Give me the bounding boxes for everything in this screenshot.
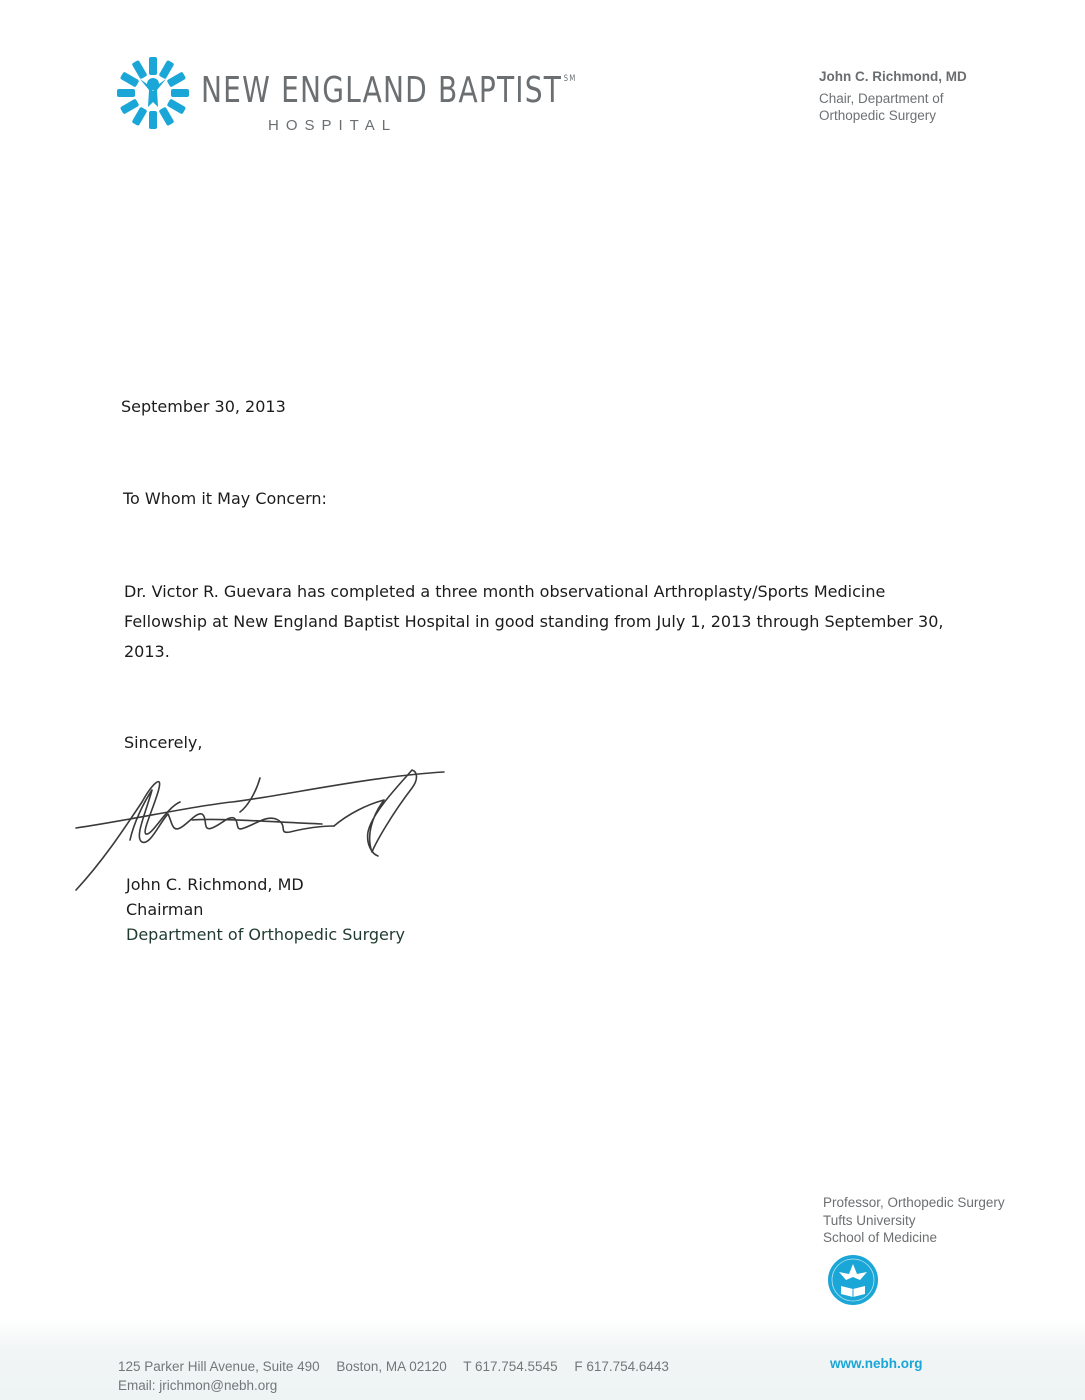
hospital-name: NEW ENGLAND BAPTIST ℠	[201, 70, 577, 111]
signer-name: John C. Richmond, MD	[126, 875, 304, 894]
affiliation-block	[823, 1194, 1005, 1247]
hospital-subtitle: HOSPITAL	[268, 117, 398, 134]
signer-department: Department of Orthopedic Surgery	[126, 925, 405, 944]
tufts-seal-icon	[827, 1254, 879, 1306]
sender-name: John C. Richmond, MD	[819, 69, 967, 84]
footer-fax: F 617.754.6443	[574, 1359, 669, 1374]
affiliation-line-3: School of Medicine	[823, 1230, 938, 1245]
sender-title-line-2: Orthopedic Surgery	[819, 108, 937, 123]
letter-date: September 30, 2013	[121, 397, 286, 416]
footer-website-link[interactable]: www.nebh.org	[830, 1356, 923, 1371]
signer-block	[126, 872, 405, 947]
footer-phone: T 617.754.5545	[463, 1359, 558, 1374]
footer-city: Boston, MA 02120	[336, 1359, 447, 1374]
sender-block	[819, 68, 1049, 124]
letter-body: Dr. Victor R. Guevara has completed a three month observational Arthroplasty/Sports Medicine Fellowship at New England Baptist Hospital in good standing from July 1, 2013 through September 30, 2013.	[124, 582, 944, 661]
hospital-logo-icon	[116, 56, 190, 130]
sender-title-line-1: Chair, Department of	[819, 91, 944, 106]
footer-email[interactable]: Email: jrichmon@nebh.org	[118, 1378, 278, 1393]
signer-title: Chairman	[126, 900, 204, 919]
affiliation-line-2: Tufts University	[823, 1212, 916, 1228]
trademark-mark: SM	[563, 74, 577, 84]
affiliation-line-1: Professor, Orthopedic Surgery	[823, 1195, 1005, 1210]
footer-address: 125 Parker Hill Avenue, Suite 490	[118, 1359, 320, 1374]
closing: Sincerely,	[124, 733, 203, 752]
footer-contact	[118, 1357, 682, 1395]
salutation: To Whom it May Concern:	[123, 489, 327, 508]
